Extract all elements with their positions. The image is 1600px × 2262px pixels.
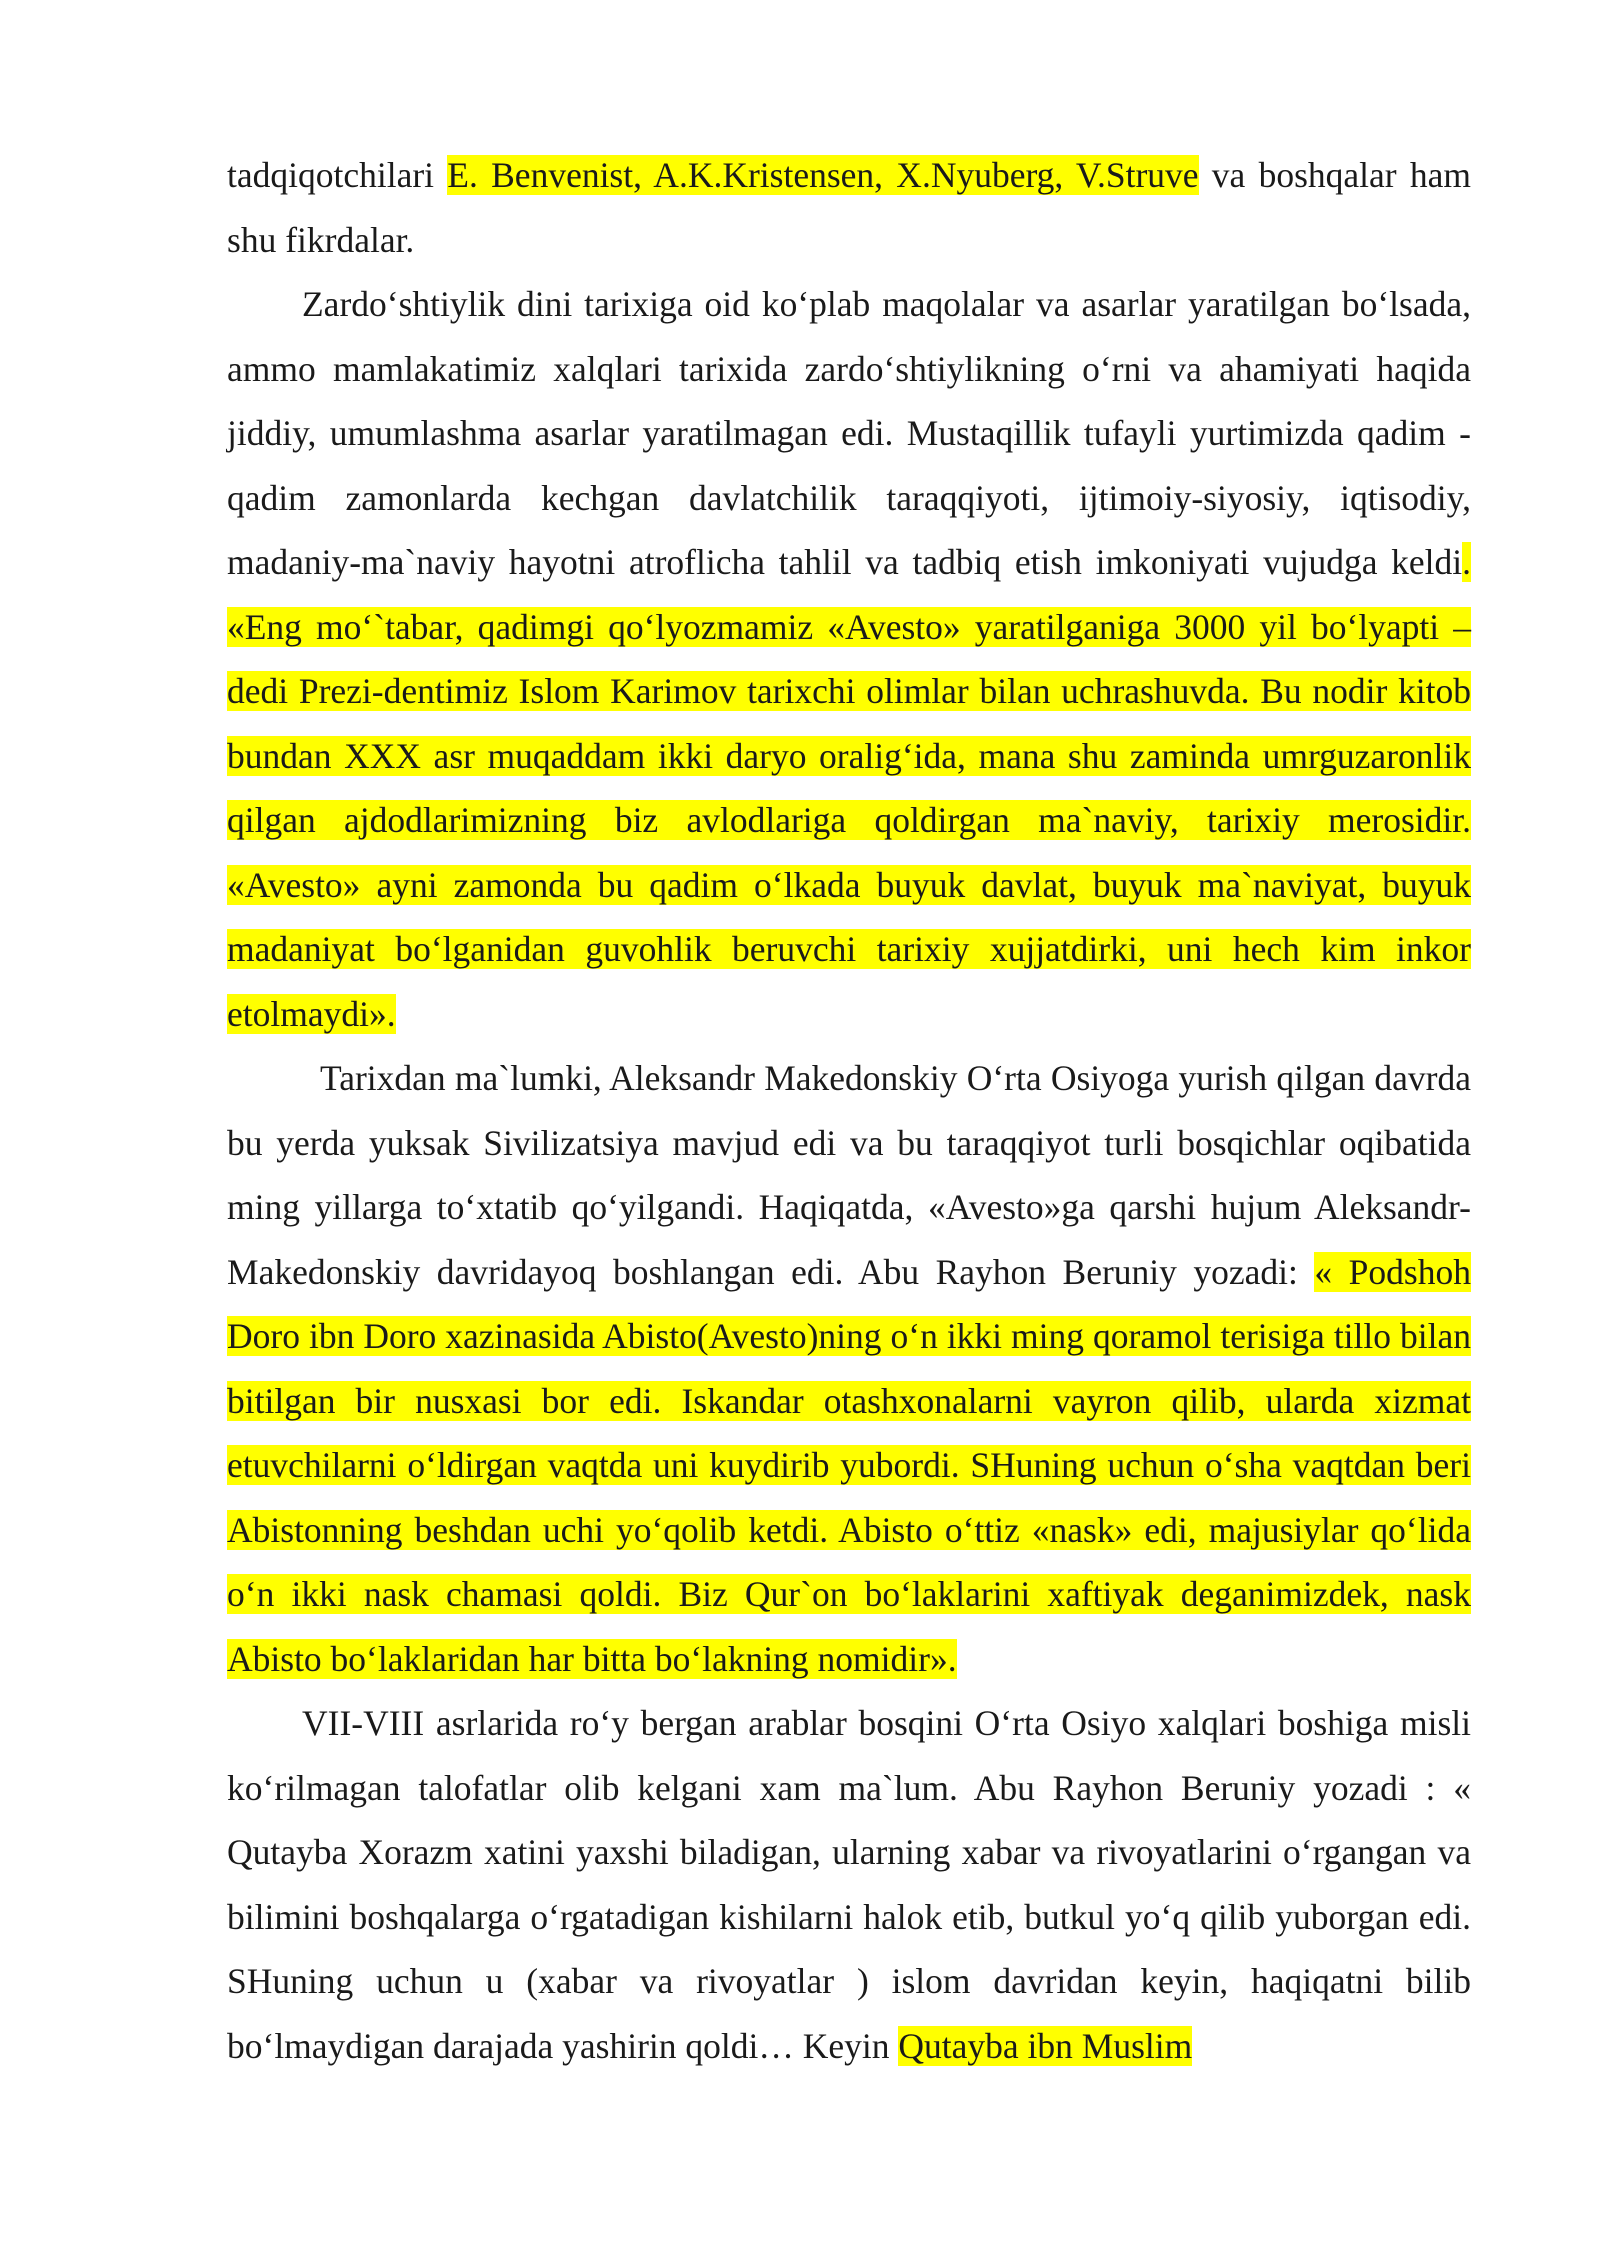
text-segment: Tarixdan ma`lumki, Aleksandr Makedonskiy O‘rta Osiyoga yurish qilgan davrda bu yerda yuksak Sivilizatsiya mavjud edi va bu taraqqiyot turli bosqichlar oqibatida ming yillarga to‘xtatib qo‘yilgandi. Haqiqatda, «Avesto»ga qarshi hujum Aleksandr-Makedonskiy davridayoq boshlangan edi. Abu Rayhon Beruniy yozadi:	[227, 1058, 1471, 1292]
text-segment: VII-VIII asrlarida ro‘y bergan arablar bosqini O‘rta Osiyo xalqlari boshiga misli ko‘rilmagan talofatlar olib kelgani xam ma`lum. Abu Rayhon Beruniy yozadi : « Qutayba Xorazm xatini yaxshi biladigan, ularning xabar va rivoyatlarini o‘rgangan va bilimini boshqalarga o‘rgatadigan kishilarni halok etib, butkul yo‘q qilib yuborgan edi. SHuning uchun u (xabar va rivoyatlar ) islom davridan keyin, haqiqatni bilib bo‘lmaydigan darajada yashirin qoldi… Keyin	[227, 1703, 1471, 2066]
text-segment: tadqiqotchilari	[227, 155, 448, 195]
highlighted-text-segment: E. Benvenist, A.K.Kristensen, X.Nyuberg, V.Struve	[447, 155, 1199, 195]
paragraph-researchers	[227, 143, 1471, 272]
text-segment: Zardo‘shtiylik dini tarixiga oid ko‘plab maqolalar va asarlar yaratilgan bo‘lsada, ammo mamlakatimiz xalqlari tarixida zardo‘shtiylikning o‘rni va ahamiyati haqida jiddiy, umumlashma asarlar yaratilmagan edi. Mustaqillik tufayli yurtimizda qadim -qadim zamonlarda kechgan davlatchilik taraqqiyoti, ijtimoiy-siyosiy, iqtisodiy, madaniy-ma`naviy hayotni atroflicha tahlil va tadbiq etish imkoniyati vujudga keldi	[227, 284, 1471, 582]
paragraph-zoroastrianism	[227, 272, 1471, 1046]
highlighted-text-segment: Qutayba ibn Muslim	[898, 2025, 1193, 2066]
text-segment: va boshqalar ham shu fikrdalar.	[227, 155, 1471, 260]
document-page	[227, 143, 1471, 2078]
highlighted-quote: . «Eng mo‘`tabar, qadimgi qo‘lyozmamiz «Avesto» yaratilganiga 3000 yil bo‘lyapti – dedi Prezi-dentimiz Islom Karimov tarixchi olimlar bilan uchrashuvda. Bu nodir kitob bundan XXX asr muqaddam ikki daryo oralig‘ida, mana shu zaminda umrguzaronlik qilgan ajdodlarimizning biz avlodlariga qoldirgan ma`naviy, tarixiy merosidir. «Avesto» ayni zamonda bu qadim o‘lkada buyuk davlat, buyuk ma`naviyat, buyuk madaniyat bo‘lganidan guvohlik beruvchi tarixiy xujjatdirki, uni hech kim inkor etolmaydi».	[227, 542, 1471, 1034]
paragraph-arab-invasion	[227, 1691, 1471, 2078]
highlighted-quote: « Podshoh Doro ibn Doro xazinasida Abisto(Avesto)ning o‘n ikki ming qoramol terisiga tillo bilan bitilgan bir nusxasi bor edi. Iskandar otashxonalarni vayron qilib, ularda xizmat etuvchilarni o‘ldirgan vaqtda uni kuydirib yubordi. SHuning uchun o‘sha vaqtdan beri Abistonning beshdan uchi yo‘qolib ketdi. Abisto o‘ttiz «nask» edi, majusiylar qo‘lida o‘n ikki nask chamasi qoldi. Biz Qur`on bo‘laklarini xaftiyak deganimizdek, nask Abisto bo‘laklaridan har bitta bo‘lakning nomidir».	[227, 1251, 1471, 1679]
paragraph-alexander	[227, 1046, 1471, 1691]
